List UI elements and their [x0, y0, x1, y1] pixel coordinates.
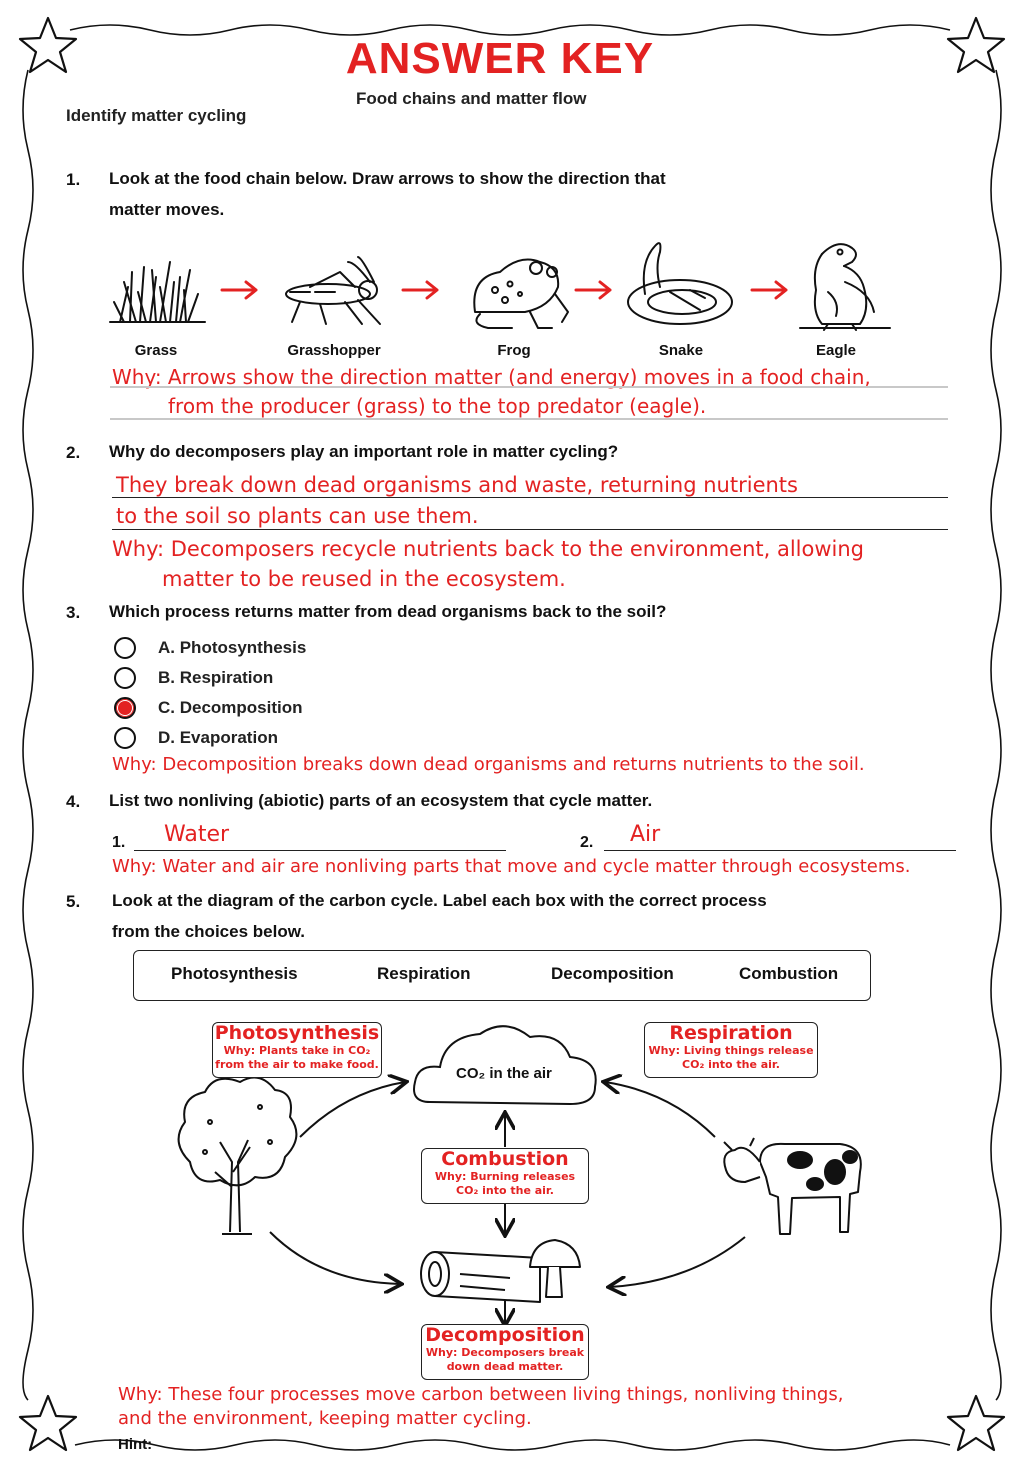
- answer-line: [604, 850, 956, 851]
- word-bank-item: Respiration: [377, 964, 471, 983]
- star-icon: [948, 1396, 1004, 1450]
- organism-label: Grasshopper: [287, 342, 381, 359]
- grass-icon: [110, 262, 205, 322]
- frog-icon: [474, 260, 568, 328]
- q2-answer: They break down dead organisms and waste, returning nutrients: [116, 473, 798, 497]
- question-text: List two nonliving (abiotic) parts of an ecosystem that cycle matter.: [109, 791, 653, 810]
- process-why: CO₂ into the air.: [456, 1184, 554, 1197]
- question-number: 5.: [66, 892, 81, 911]
- question-number: 1.: [66, 170, 81, 189]
- page-title: ANSWER KEY: [345, 34, 655, 83]
- eagle-icon: [800, 244, 890, 330]
- arrow-icon: [752, 282, 786, 298]
- arrow-icon: [300, 1082, 405, 1137]
- radio-option-d[interactable]: [114, 727, 136, 749]
- combustion-label-box: [421, 1148, 589, 1204]
- option-label: B. Respiration: [158, 668, 274, 687]
- blank-number: 2.: [580, 834, 594, 851]
- q1-why-line: from the producer (grass) to the top predator (eagle).: [168, 394, 707, 418]
- option-label: A. Photosynthesis: [158, 638, 307, 657]
- decomposition-label-box: [421, 1324, 589, 1380]
- process-why: Why: Burning releases: [434, 1170, 576, 1183]
- cloud-label: CO₂ in the air: [456, 1065, 552, 1082]
- q4-why: Why: Water and air are nonliving parts that move and cycle matter through ecosystems.: [112, 856, 911, 877]
- hint-label: Hint:: [118, 1436, 153, 1453]
- log-mushroom-icon: [421, 1240, 580, 1302]
- word-bank-item: Combustion: [739, 964, 839, 983]
- process-title: Respiration: [669, 1022, 793, 1044]
- process-why: from the air to make food.: [215, 1058, 379, 1071]
- snake-icon: [628, 243, 732, 324]
- question-number: 4.: [66, 792, 81, 811]
- question-text: Which process returns matter from dead organisms back to the soil?: [109, 602, 667, 621]
- arrow-icon: [270, 1232, 400, 1284]
- process-why: Why: Decomposers break: [425, 1346, 585, 1359]
- q3-why: Why: Decomposition breaks down dead organisms and returns nutrients to the soil.: [112, 754, 865, 775]
- process-title: Decomposition: [425, 1324, 585, 1346]
- question-text: [109, 163, 666, 225]
- word-bank-item: Decomposition: [551, 964, 674, 983]
- word-bank-item: Photosynthesis: [171, 964, 298, 983]
- q2-why-line: Why: Decomposers recycle nutrients back to the environment, allowing: [112, 537, 865, 561]
- radio-option-a[interactable]: [114, 637, 136, 659]
- arrow-icon: [222, 282, 256, 298]
- question-text-line: matter moves.: [109, 200, 225, 219]
- answer-line: [110, 418, 948, 420]
- q5-why-line: and the environment, keeping matter cycling.: [118, 1408, 532, 1429]
- q2-answer: to the soil so plants can use them.: [116, 504, 479, 528]
- option-label: C. Decomposition: [158, 698, 303, 717]
- question-text-line: Look at the food chain below. Draw arrows to show the direction that: [109, 169, 666, 188]
- question-text-line: Look at the diagram of the carbon cycle. Label each box with the correct process: [112, 891, 767, 910]
- process-why: down dead matter.: [446, 1360, 564, 1373]
- tree-icon: [179, 1078, 297, 1235]
- organism-label: Frog: [497, 342, 531, 359]
- arrow-icon: [610, 1237, 745, 1287]
- answer-line: [134, 850, 506, 851]
- star-icon: [20, 1396, 76, 1450]
- process-title: Photosynthesis: [214, 1022, 380, 1044]
- organism-label: Grass: [134, 342, 178, 359]
- process-why: Why: Plants take in CO₂: [223, 1044, 371, 1057]
- blank-answer-1: Water: [164, 822, 230, 847]
- process-why: CO₂ into the air.: [682, 1058, 780, 1071]
- answer-line: [112, 497, 948, 498]
- question-number: 3.: [66, 603, 81, 622]
- blank-number: 1.: [112, 834, 126, 851]
- photosynthesis-label-box: [212, 1022, 382, 1078]
- question-text-line: from the choices below.: [112, 922, 306, 941]
- cow-icon: [724, 1138, 861, 1234]
- grasshopper-icon: [286, 257, 380, 324]
- topic-label: Identify matter cycling: [66, 106, 247, 125]
- question-text: Why do decomposers play an important role in matter cycling?: [109, 442, 619, 461]
- question-number: 2.: [66, 443, 81, 462]
- blank-answer-2: Air: [630, 822, 661, 847]
- answer-line: [110, 386, 948, 388]
- q5-why-line: Why: These four processes move carbon between living things, nonliving things,: [118, 1384, 844, 1405]
- arrow-icon: [403, 282, 437, 298]
- question-text: [112, 885, 767, 947]
- process-title: Combustion: [441, 1148, 569, 1170]
- process-why: Why: Living things release: [648, 1044, 814, 1057]
- arrow-icon: [605, 1082, 715, 1137]
- arrow-icon: [576, 282, 610, 298]
- answer-line: [112, 529, 948, 530]
- respiration-label-box: [644, 1022, 818, 1078]
- option-label: D. Evaporation: [158, 728, 278, 747]
- page-subtitle: Food chains and matter flow: [356, 89, 587, 108]
- radio-option-c-selected[interactable]: [114, 697, 136, 719]
- radio-option-b[interactable]: [114, 667, 136, 689]
- q1-why-line: Why: Arrows show the direction matter (and energy) moves in a food chain,: [112, 365, 871, 389]
- organism-label: Eagle: [815, 342, 857, 359]
- organism-label: Snake: [658, 342, 704, 359]
- food-chain: [100, 232, 900, 344]
- q2-why-line: matter to be reused in the ecosystem.: [162, 567, 566, 591]
